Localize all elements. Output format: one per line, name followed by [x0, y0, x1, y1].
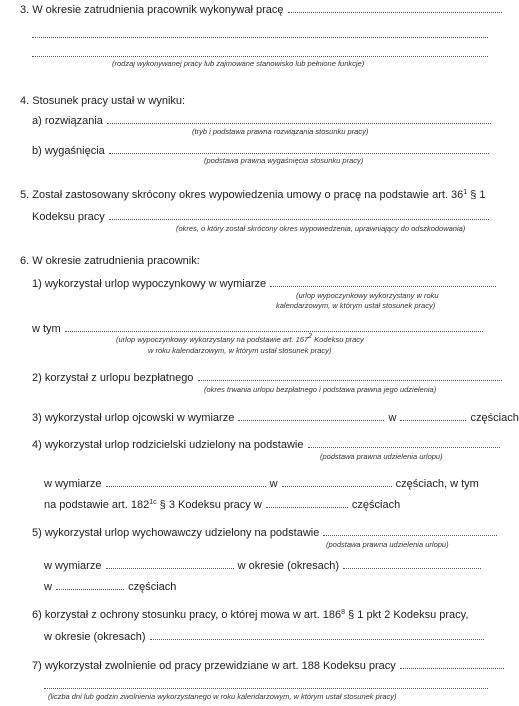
paternity-label: 3) wykorzystał urlop ojcowski w wymiarze [32, 412, 235, 424]
art188-field-2[interactable] [44, 688, 488, 689]
protection-line-1: 6) korzystał z ochrony stosunku pracy, o której mowa w art. $186^8$ § 1 pkt 2 Kodeksu pracy, [32, 609, 469, 621]
vacation-label: 1) wykorzystał urlop wypoczynkowy w wymiarze [32, 278, 267, 290]
childcare-leave-parts-line: w częściach [44, 581, 177, 593]
section-5-note: (okres, o który został skrócony okres wypowiedzenia, uprawniający do odszkodowania) [176, 224, 466, 233]
section-3-note: (rodzaj wykonywanej pracy lub zajmowane stanowisko lub pełnione funkcje) [112, 59, 365, 68]
childcare-leave-period-field[interactable] [343, 558, 481, 569]
protection-line-2: w okresie (okresach) [44, 629, 485, 644]
parental-leave-label: 4) wykorzystał urlop rodzicielski udzielony na podstawie [32, 439, 304, 451]
paternity-line: 3) wykorzystał urlop ojcowski w wymiarze w częściach [32, 412, 519, 424]
termination-line [32, 113, 492, 128]
art188-note: (liczba dni lub godzin zwolnienia wykorzystanego w roku kalendarzowym, w którym ustał stosunek pracy) [48, 692, 397, 701]
section-6-heading: 6. W okresie zatrudnienia pracownik: [20, 255, 200, 267]
parental-leave-line [32, 437, 501, 452]
vacation-note-4: w roku kalendarzowym, w którym ustał stosunek pracy) [148, 346, 332, 355]
childcare-leave-note: (podstawa prawna udzielenia urlopu) [326, 540, 449, 549]
parental-leave-basis-field[interactable] [308, 437, 500, 448]
work-type-field-3[interactable] [32, 56, 488, 57]
childcare-leave-label: 5) wykorzystał urlop wychowawczy udzielony na podstawie [32, 527, 320, 539]
childcare-leave-dim-line: w wymiarze w okresie (okresach) [44, 558, 482, 573]
unpaid-leave-field[interactable] [198, 370, 502, 381]
parental-leave-dim-line: w wymiarze w częściach, w tym [44, 478, 479, 490]
wtym-label: w tym [32, 323, 61, 335]
section-3-label: 3. W okresie zatrudnienia pracownik wykonywał pracę [20, 4, 284, 16]
parental-leave-parts-field[interactable] [282, 476, 392, 487]
vacation-note-3: (urlop wypoczynkowy wykorzystany na podstawie art. $167^2$ Kodeksu pracy [116, 333, 364, 344]
work-type-field-2[interactable] [32, 37, 488, 38]
vacation-wtym-field[interactable] [65, 321, 483, 332]
art188-label: 7) wykorzystał zwolnienie od pracy przewidziane w art. 188 Kodeksu pracy [32, 660, 396, 672]
childcare-leave-line [32, 525, 498, 540]
shortened-notice-field[interactable] [109, 209, 489, 220]
childcare-leave-parts-field[interactable] [56, 579, 124, 590]
unpaid-leave-line [32, 370, 503, 385]
expiration-field[interactable] [109, 143, 489, 154]
unpaid-leave-note: (okres trwania urlopu bezpłatnego i podstawa prawna jego udzielenia) [204, 385, 437, 394]
parental-leave-art-line: na podstawie art. $182^{1c}$ § 3 Kodeksu pracy w częściach [44, 499, 401, 511]
termination-label: a) rozwiązania [32, 115, 103, 127]
termination-field[interactable] [107, 113, 491, 124]
kodeks-label: Kodeksu pracy [32, 211, 105, 223]
parental-leave-dim-field[interactable] [106, 476, 266, 487]
vacation-note-2: kalendarzowym, w którym ustał stosunek pracy) [276, 301, 436, 310]
childcare-leave-dim-field[interactable] [106, 558, 234, 569]
paternity-days-field[interactable] [238, 410, 384, 421]
protection-period-field[interactable] [150, 629, 484, 640]
section-3-line [20, 2, 503, 17]
expiration-note: (podstawa prawna wygaśnięcia stosunku pracy) [204, 156, 364, 165]
parental-leave-note: (podstawa prawna udzielenia urlopu) [320, 452, 443, 461]
expiration-label: b) wygaśnięcia [32, 145, 105, 157]
termination-note: (tryb i podstawa prawna rozwiązania stosunku pracy) [192, 127, 369, 136]
vacation-note-1: (urlop wypoczynkowy wykorzystany w roku [296, 291, 439, 300]
parental-leave-art-field[interactable] [266, 497, 348, 508]
vacation-field[interactable] [270, 276, 496, 287]
unpaid-leave-label: 2) korzystał z urlopu bezpłatnego [32, 372, 194, 384]
work-type-field[interactable] [288, 2, 502, 13]
section-5-line-2 [32, 209, 490, 224]
vacation-wtym-line [32, 321, 484, 336]
section-4-heading: 4. Stosunek pracy ustał w wyniku: [20, 95, 186, 107]
art188-field[interactable] [400, 658, 504, 669]
art188-line [32, 658, 505, 673]
paternity-parts-field[interactable] [400, 410, 466, 421]
childcare-leave-basis-field[interactable] [323, 525, 497, 536]
section-5-line-1: 5. Został zastosowany skrócony okres wypowiedzenia umowy o pracę na podstawie art. $36^1$ § 1 [20, 189, 486, 201]
vacation-line [32, 276, 497, 291]
